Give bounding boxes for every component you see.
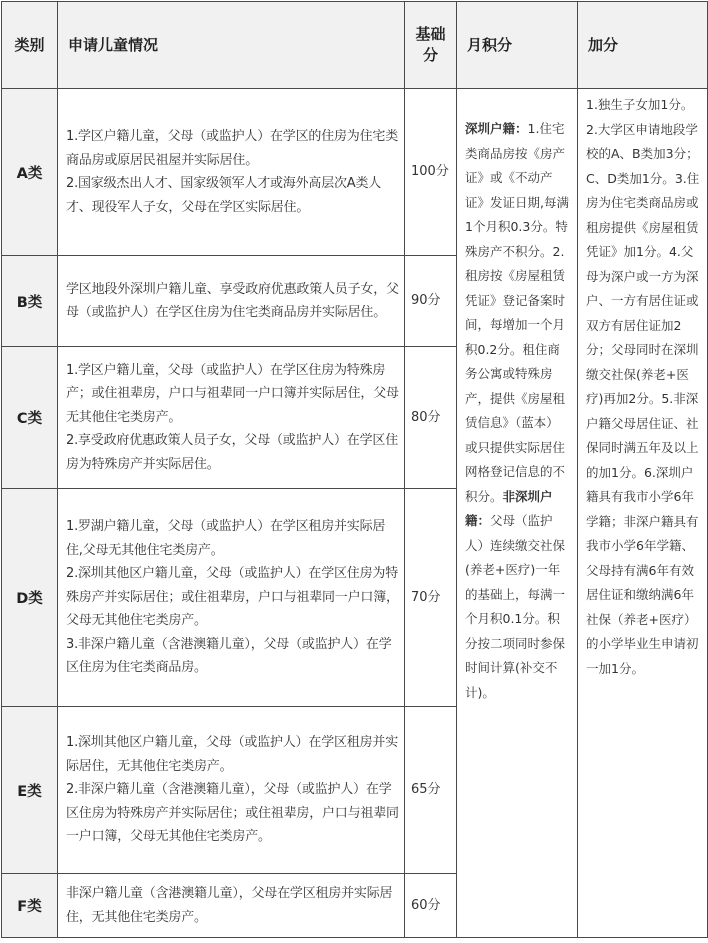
category-cell: E类	[2, 707, 58, 874]
situation-item: 2.深圳其他区户籍儿童，父母（或监护人）在学区住房为特殊房产并实际居住；或住祖辈房，户口与祖辈同一户口簿，父母无其他住宅类房产。	[66, 566, 399, 629]
category-cell: C类	[2, 347, 58, 489]
situation-cell	[58, 89, 405, 256]
base-points-cell: 70分	[405, 489, 457, 707]
situation-item: 2.国家级杰出人才、国家级领军人才或海外高层次A类人才、现役军人子女，父母在学区实际居住。	[66, 176, 382, 215]
bonus-item: 6.深圳户籍具有我市小学6年学籍；非深户籍具有我市小学6年学籍、父母持有满6年有效居住证和缴纳满6年社保（养老+医疗）的小学毕业生申请初一加1分。	[586, 464, 699, 676]
bonus-item: 1.独生子女加1分。	[586, 97, 694, 112]
sz-hukou-title: 深圳户籍：	[465, 121, 528, 136]
category-cell: B类	[2, 256, 58, 347]
header-bonus-points: 加分	[578, 2, 708, 89]
category-cell: F类	[2, 874, 58, 938]
base-points-cell: 60分	[405, 874, 457, 938]
situation-item: 1.深圳其他区户籍儿童，父母（或监护人）在学区租房并实际居住，无其他住宅类房产。	[66, 735, 399, 774]
situation-cell	[58, 707, 405, 874]
situation-item: 1.罗湖户籍儿童，父母（或监护人）在学区租房并实际居住,父母无其他住宅类房产。	[66, 519, 386, 558]
header-monthly-points: 月积分	[457, 2, 578, 89]
situation-item: 2.享受政府优惠政策人员子女，父母（或监护人）在学区住房为特殊房产并实际居住。	[66, 433, 399, 472]
table-row	[2, 89, 708, 256]
bonus-item: 2.大学区申请地段学校的A、B类加3分；C、D类加1分。	[586, 121, 699, 186]
non-sz-hukou-text: 父母（监护人）连续缴交社保(养老+医疗)一年的基础上，每满一个月积0.1分。积分按二项同时参保时间计算(补交不计)。	[465, 513, 566, 700]
monthly-points-cell	[457, 89, 578, 938]
situation-item: 1.学区户籍儿童，父母（或监护人）在学区住房为特殊房产；或住祖辈房，户口与祖辈同一户口簿并实际居住，父母无其他住宅类房产。	[66, 362, 399, 425]
base-points-cell: 100分	[405, 89, 457, 256]
situation-cell	[58, 874, 405, 938]
non-sz-hukou-title: 非深圳户籍：	[465, 488, 553, 528]
situation-item: 学区地段外深圳户籍儿童、享受政府优惠政策人员子女，父母（或监护人）在学区住房为住宅类商品房并实际居住。	[66, 281, 399, 320]
bonus-item: 4.父母为深户或一方为深户、一方有居住证或双方有居住证加2分；父母同时在深圳缴交社保(养老+医疗)再加2分。	[586, 244, 699, 406]
situation-item: 2.非深户籍儿童（含港澳籍儿童），父母（或监护人）在学区住房为特殊房产并实际居住；或住祖辈房，户口与祖辈同一户口簿，父母无其他住宅类房产。	[66, 782, 399, 845]
bonus-item: 5.非深户籍父母居住证、社保同时满五年及以上的加1分。	[586, 391, 699, 480]
bonus-item: 3.住房为住宅类商品房或租房提供《房屋租赁凭证》加1分。	[586, 170, 700, 259]
sz-hukou-text: 1.住宅类商品房按《房产证》或《不动产证》发证日期,每满1个月积0.3分。特殊房产不积分。2.租房按《房屋租赁凭证》登记备案时间，每增加一个月积0.2分。租住商务公寓或特殊房产，提供《房屋租赁信息》（蓝本）或只提供实际居住网格登记信息的不积分。	[465, 121, 569, 504]
category-cell: A类	[2, 89, 58, 256]
base-points-cell: 65分	[405, 707, 457, 874]
situation-cell	[58, 489, 405, 707]
header-row	[2, 2, 708, 89]
situation-item: 3.非深户籍儿童（含港澳籍儿童），父母（或监护人）在学区住房为住宅类商品房。	[66, 636, 392, 676]
admission-points-table	[1, 1, 708, 938]
situation-cell	[58, 256, 405, 347]
bonus-points-cell	[578, 89, 708, 938]
situation-item: 1.学区户籍儿童，父母（或监护人）在学区的住房为住宅类商品房或原居民祖屋并实际居住。	[66, 129, 399, 168]
header-category: 类别	[2, 2, 58, 89]
base-points-cell: 80分	[405, 347, 457, 489]
header-situation: 申请儿童情况	[58, 2, 405, 89]
situation-item: 非深户籍儿童（含港澳籍儿童），父母在学区租房并实际居住，无其他住宅类房产。	[66, 886, 393, 925]
situation-cell	[58, 347, 405, 489]
category-cell: D类	[2, 489, 58, 707]
header-base-points: 基础分	[405, 2, 457, 89]
base-points-cell: 90分	[405, 256, 457, 347]
